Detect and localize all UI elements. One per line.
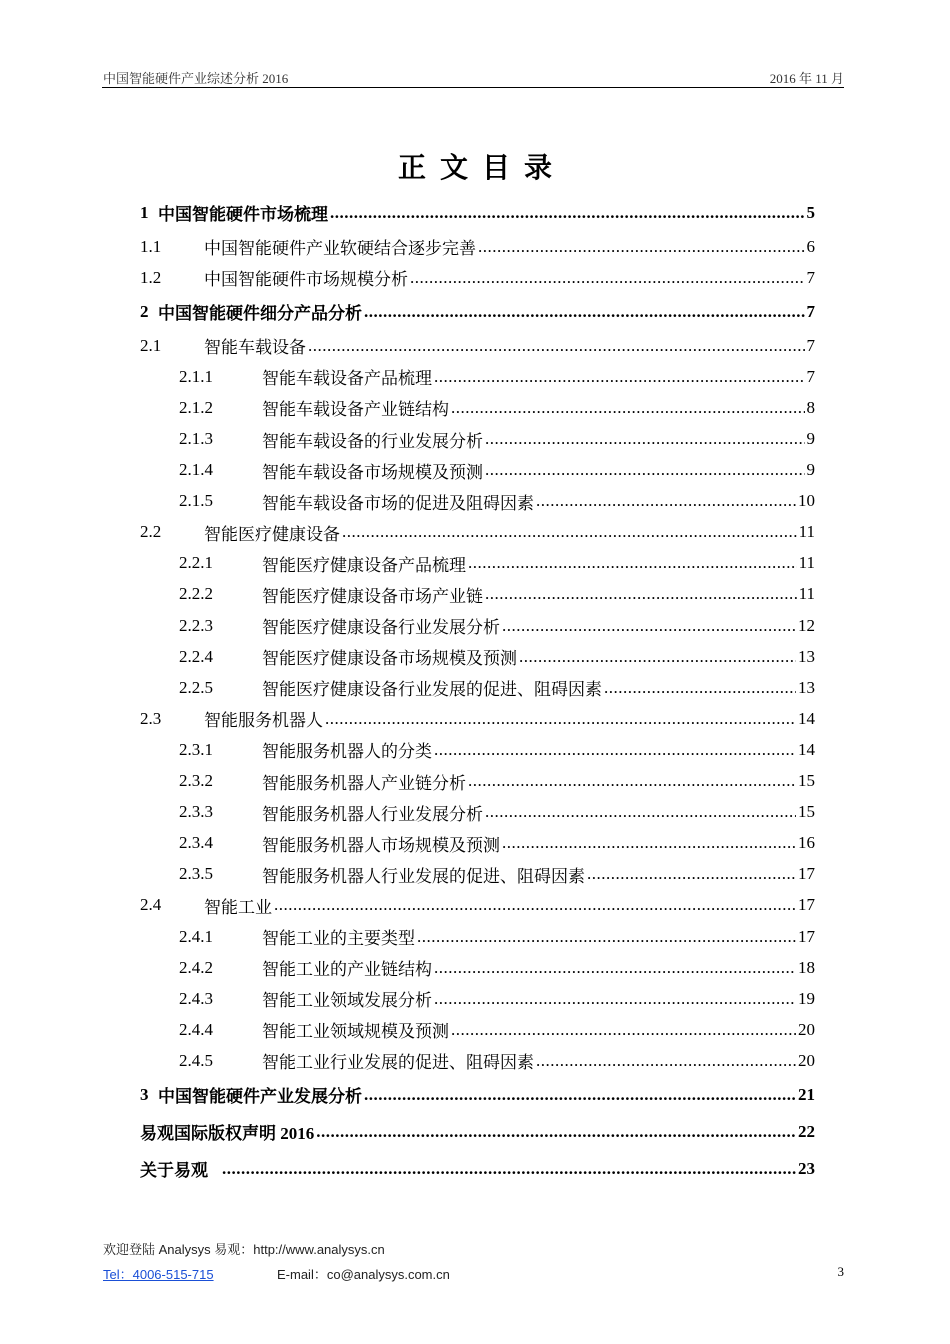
toc-leader-dots bbox=[587, 864, 796, 884]
toc-entry-number: 2.1.2 bbox=[179, 397, 213, 417]
toc-leader-dots bbox=[451, 398, 805, 418]
toc-entry[interactable] bbox=[140, 1150, 815, 1187]
toc-entry-number: 2.1.4 bbox=[179, 460, 213, 480]
toc-entry[interactable] bbox=[140, 455, 815, 486]
table-of-contents bbox=[140, 194, 815, 1187]
toc-entry-number: 2 bbox=[140, 301, 149, 321]
toc-entry-title: 智能医疗健康设备 bbox=[204, 524, 340, 544]
toc-leader-dots bbox=[410, 268, 805, 288]
toc-entry-title: 智能车载设备 bbox=[204, 338, 306, 358]
toc-entry-title: 智能工业的产业链结构 bbox=[262, 960, 432, 980]
toc-entry-page: 11 bbox=[798, 522, 815, 542]
toc-entry-title: 智能医疗健康设备行业发展分析 bbox=[262, 618, 500, 638]
toc-entry-page: 13 bbox=[798, 646, 815, 666]
toc-entry-page: 21 bbox=[798, 1084, 815, 1104]
toc-leader-dots bbox=[485, 460, 805, 480]
toc-leader-dots bbox=[325, 709, 796, 729]
page-number: 3 bbox=[837, 1264, 844, 1279]
toc-leader-dots bbox=[519, 647, 796, 667]
toc-entry-page: 15 bbox=[798, 771, 815, 791]
toc-entry[interactable] bbox=[140, 361, 815, 392]
header-date: 2016 年 11 月 bbox=[769, 71, 844, 86]
toc-entry-number: 2.3.4 bbox=[179, 833, 213, 853]
toc-entry-page: 23 bbox=[798, 1158, 815, 1178]
toc-entry-number: 2.4.1 bbox=[179, 926, 213, 946]
toc-entry-page: 7 bbox=[806, 301, 815, 321]
toc-entry-number: 2.4.5 bbox=[179, 1050, 213, 1070]
toc-entry[interactable] bbox=[140, 859, 815, 890]
toc-entry[interactable] bbox=[140, 548, 815, 579]
toc-entry-page: 9 bbox=[806, 429, 815, 449]
toc-entry-title: 中国智能硬件产业软硬结合逐步完善 bbox=[204, 239, 476, 259]
toc-leader-dots bbox=[274, 895, 796, 915]
toc-entry[interactable] bbox=[140, 828, 815, 859]
toc-leader-dots bbox=[502, 616, 796, 636]
toc-leader-dots bbox=[502, 833, 796, 853]
toc-leader-dots bbox=[451, 1020, 796, 1040]
toc-entry-title: 智能工业领域发展分析 bbox=[262, 991, 432, 1011]
toc-leader-dots bbox=[434, 958, 796, 978]
toc-entry[interactable] bbox=[140, 672, 815, 703]
toc-entry-title: 智能医疗健康设备市场规模及预测 bbox=[262, 649, 517, 669]
toc-entry-page: 7 bbox=[806, 335, 815, 355]
toc-entry-number: 2.1.3 bbox=[179, 429, 213, 449]
toc-entry-number: 1 bbox=[140, 202, 149, 222]
toc-entry-title: 智能工业领域规模及预测 bbox=[262, 1022, 449, 1042]
toc-entry-page: 5 bbox=[806, 202, 815, 222]
toc-entry-page: 14 bbox=[798, 739, 815, 759]
toc-entry[interactable] bbox=[140, 1113, 815, 1150]
toc-entry[interactable] bbox=[140, 262, 815, 293]
toc-entry-page: 17 bbox=[798, 864, 815, 884]
toc-leader-dots bbox=[536, 491, 796, 511]
toc-leader-dots bbox=[485, 429, 805, 449]
toc-entry[interactable] bbox=[140, 1014, 815, 1045]
toc-entry-title: 中国智能硬件产业发展分析 bbox=[158, 1087, 362, 1107]
toc-leader-dots bbox=[364, 302, 805, 322]
toc-entry[interactable] bbox=[140, 890, 815, 921]
toc-entry-number: 2.4.3 bbox=[179, 988, 213, 1008]
toc-entry-page: 7 bbox=[806, 366, 815, 386]
toc-entry-title: 智能服务机器人行业发展的促进、阻碍因素 bbox=[262, 866, 585, 886]
toc-entry-page: 20 bbox=[798, 1019, 815, 1039]
toc-entry-title: 中国智能硬件细分产品分析 bbox=[158, 304, 362, 324]
toc-entry[interactable] bbox=[140, 1076, 815, 1113]
toc-entry[interactable] bbox=[140, 392, 815, 423]
toc-entry[interactable] bbox=[140, 921, 815, 952]
toc-entry-page: 19 bbox=[798, 988, 815, 1008]
toc-entry-title: 智能医疗健康设备市场产业链 bbox=[262, 586, 483, 606]
toc-entry[interactable] bbox=[140, 486, 815, 517]
toc-entry-page: 11 bbox=[798, 553, 815, 573]
toc-entry-page: 10 bbox=[798, 491, 815, 511]
toc-entry-number: 2.3.1 bbox=[179, 739, 213, 759]
toc-entry-page: 9 bbox=[806, 460, 815, 480]
toc-entry-title: 智能服务机器人市场规模及预测 bbox=[262, 835, 500, 855]
toc-entry-page: 16 bbox=[798, 833, 815, 853]
toc-entry-page: 18 bbox=[798, 957, 815, 977]
footer-welcome: 欢迎登陆 Analysys 易观：http://www.analysys.cn bbox=[103, 1242, 385, 1257]
toc-entry-title: 中国智能硬件市场规模分析 bbox=[204, 270, 408, 290]
toc-entry-title: 关于易观 bbox=[140, 1161, 208, 1181]
toc-entry-title: 智能车载设备产品梳理 bbox=[262, 369, 432, 389]
toc-entry-number: 2.2.2 bbox=[179, 584, 213, 604]
toc-entry-number: 2.1.5 bbox=[179, 491, 213, 511]
toc-entry-page: 8 bbox=[806, 397, 815, 417]
toc-entry[interactable] bbox=[140, 194, 815, 231]
toc-leader-dots bbox=[342, 522, 797, 542]
toc-leader-dots bbox=[434, 740, 796, 760]
toc-entry-number: 2.2.5 bbox=[179, 677, 213, 697]
toc-entry-page: 20 bbox=[798, 1050, 815, 1070]
toc-entry[interactable] bbox=[140, 517, 815, 548]
toc-entry[interactable] bbox=[140, 797, 815, 828]
toc-leader-dots bbox=[468, 553, 797, 573]
header-divider bbox=[102, 87, 844, 88]
toc-entry-title: 智能工业的主要类型 bbox=[262, 929, 415, 949]
toc-entry-page: 7 bbox=[806, 267, 815, 287]
toc-entry[interactable] bbox=[140, 734, 815, 765]
footer-email: E-mail：co@analysys.com.cn bbox=[277, 1267, 450, 1282]
toc-entry-number: 2.3.5 bbox=[179, 864, 213, 884]
header-report-title: 中国智能硬件产业综述分析 2016 bbox=[103, 71, 289, 86]
toc-entry[interactable] bbox=[140, 983, 815, 1014]
toc-leader-dots bbox=[434, 989, 796, 1009]
toc-leader-dots bbox=[417, 927, 796, 947]
toc-entry-number: 2.2.4 bbox=[179, 646, 213, 666]
toc-leader-dots bbox=[468, 771, 796, 791]
toc-leader-dots bbox=[308, 336, 805, 356]
toc-entry[interactable] bbox=[140, 330, 815, 361]
toc-entry-number: 2.4.4 bbox=[179, 1019, 213, 1039]
toc-entry-title: 智能车载设备的行业发展分析 bbox=[262, 431, 483, 451]
toc-entry[interactable] bbox=[140, 1045, 815, 1076]
page-title: 正文目录 bbox=[397, 153, 566, 184]
toc-entry-page: 17 bbox=[798, 926, 815, 946]
toc-entry-number: 2.4.2 bbox=[179, 957, 213, 977]
toc-entry-number: 2.3.3 bbox=[179, 802, 213, 822]
toc-entry-number: 3 bbox=[140, 1084, 149, 1104]
toc-entry-title: 智能服务机器人 bbox=[204, 711, 323, 731]
toc-entry-title: 智能服务机器人的分类 bbox=[262, 742, 432, 762]
toc-entry-number: 1.1 bbox=[140, 236, 162, 256]
toc-entry-title: 易观国际版权声明 2016 bbox=[140, 1124, 315, 1144]
toc-entry-number: 2.2.3 bbox=[179, 615, 213, 635]
toc-leader-dots bbox=[604, 678, 796, 698]
toc-entry-number: 2.3 bbox=[140, 708, 162, 728]
toc-entry-number: 2.1.1 bbox=[179, 366, 213, 386]
toc-entry-page: 6 bbox=[806, 236, 815, 256]
toc-entry[interactable] bbox=[140, 293, 815, 330]
toc-entry-page: 13 bbox=[798, 677, 815, 697]
toc-leader-dots bbox=[485, 584, 797, 604]
toc-entry-number: 1.2 bbox=[140, 267, 162, 287]
toc-leader-dots bbox=[478, 237, 805, 257]
toc-entry-title: 智能车载设备产业链结构 bbox=[262, 400, 449, 420]
toc-leader-dots bbox=[536, 1051, 796, 1071]
toc-entry[interactable] bbox=[140, 231, 815, 262]
toc-entry-page: 12 bbox=[798, 615, 815, 635]
toc-entry-title: 智能医疗健康设备行业发展的促进、阻碍因素 bbox=[262, 680, 602, 700]
toc-entry-title: 智能服务机器人产业链分析 bbox=[262, 773, 466, 793]
toc-entry-number: 2.3.2 bbox=[179, 771, 213, 791]
toc-entry[interactable] bbox=[140, 703, 815, 734]
toc-entry-page: 15 bbox=[798, 802, 815, 822]
toc-entry-page: 22 bbox=[798, 1121, 815, 1141]
toc-entry-number: 2.1 bbox=[140, 335, 162, 355]
toc-entry-title: 中国智能硬件市场梳理 bbox=[158, 205, 328, 224]
toc-entry[interactable] bbox=[140, 423, 815, 454]
toc-entry-title: 智能工业 bbox=[204, 897, 272, 917]
toc-leader-dots bbox=[222, 1159, 796, 1179]
toc-entry-title: 智能医疗健康设备产品梳理 bbox=[262, 555, 466, 575]
toc-leader-dots bbox=[485, 802, 796, 822]
toc-entry-title: 智能车载设备市场的促进及阻碍因素 bbox=[262, 493, 534, 513]
toc-entry-number: 2.4 bbox=[140, 895, 162, 915]
toc-entry-title: 智能服务机器人行业发展分析 bbox=[262, 804, 483, 824]
toc-entry[interactable] bbox=[140, 641, 815, 672]
toc-entry-page: 11 bbox=[798, 584, 815, 604]
toc-leader-dots bbox=[364, 1085, 796, 1105]
toc-entry-title: 智能工业行业发展的促进、阻碍因素 bbox=[262, 1053, 534, 1073]
toc-entry-number: 2.2 bbox=[140, 522, 162, 542]
toc-entry-number: 2.2.1 bbox=[179, 553, 213, 573]
toc-entry-page: 17 bbox=[798, 895, 815, 915]
toc-entry[interactable] bbox=[140, 579, 815, 610]
toc-entry-page: 14 bbox=[798, 708, 815, 728]
toc-entry[interactable] bbox=[140, 952, 815, 983]
toc-leader-dots bbox=[316, 1122, 796, 1142]
toc-leader-dots bbox=[330, 203, 805, 223]
toc-entry[interactable] bbox=[140, 610, 815, 641]
toc-entry[interactable] bbox=[140, 766, 815, 797]
footer-tel-link[interactable]: Tel：4006-515-715 bbox=[103, 1267, 214, 1282]
toc-leader-dots bbox=[434, 367, 805, 387]
toc-entry-title: 智能车载设备市场规模及预测 bbox=[262, 462, 483, 482]
